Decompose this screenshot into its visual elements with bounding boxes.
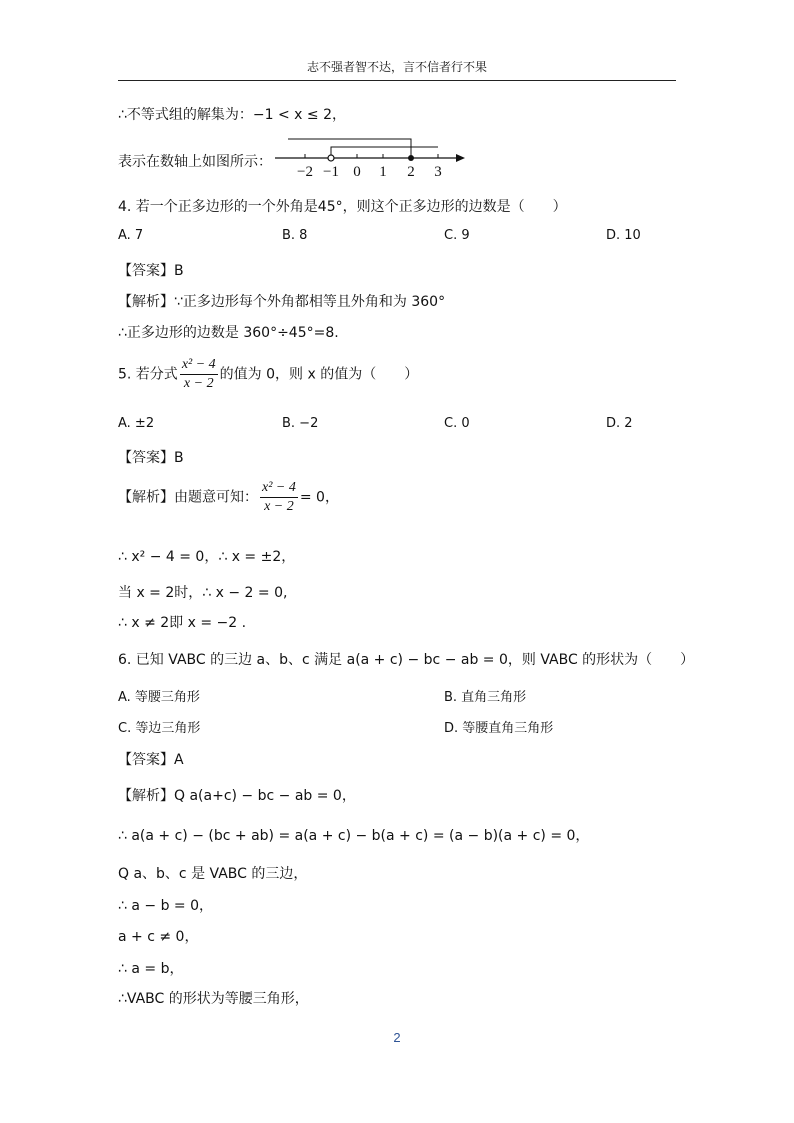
question-5 (118, 357, 418, 392)
question-4: 4. 若一个正多边形的一个外角是45°，则这个正多边形的边数是（ ） (118, 199, 567, 215)
interval-bracket-upper (288, 139, 411, 158)
q5-analysis-fraction (260, 480, 298, 515)
tick-marks (305, 154, 438, 158)
q6-option-d: D. 等腰直角三角形 (444, 721, 554, 736)
number-line-diagram (270, 132, 470, 180)
q5-answer: 【答案】B (118, 450, 184, 466)
q4-option-a: A. 7 (118, 228, 144, 243)
q5-analysis-fraction-denominator: x − 2 (264, 499, 294, 514)
closed-point-two (408, 155, 414, 161)
tick-label: 1 (379, 164, 387, 180)
solution-set-line: ∴不等式组的解集为：−1 < x ≤ 2， (118, 107, 346, 123)
header-divider (118, 80, 676, 81)
q4-option-c: C. 9 (444, 228, 470, 243)
tick-label: −1 (323, 164, 339, 180)
header-motto: 志不强者智不达，言不信者行不果 (306, 60, 487, 74)
tick-label: 3 (434, 164, 442, 180)
tick-label: 2 (407, 164, 415, 180)
q6-analysis-6: ∴ a = b， (118, 961, 184, 977)
q6-analysis-2: ∴ a(a + c) − (bc + ab) = a(a + c) − b(a + c) = (a − b)(a + c) = 0， (118, 828, 590, 844)
q4-analysis-2: ∴正多边形的边数是 360°÷45°=8. (118, 325, 339, 341)
q5-analysis-prefix: 【解析】由题意可知： (118, 489, 258, 506)
q5-fraction (180, 357, 218, 392)
q6-analysis-7: ∴VABC 的形状为等腰三角形， (118, 991, 309, 1007)
q6-analysis-5: a + c ≠ 0， (118, 929, 199, 945)
q5-analysis (118, 480, 339, 515)
q6-analysis-3: Q a、b、c 是 VABC 的三边， (118, 866, 308, 882)
q5-step-3: ∴ x ≠ 2即 x = −2 . (118, 615, 247, 631)
q5-option-c: C. 0 (444, 416, 470, 431)
q5-option-b: B. −2 (282, 416, 319, 431)
q6-analysis-1: 【解析】Q a(a+c) − bc − ab = 0， (118, 788, 356, 804)
q5-fraction-numerator: x² − 4 (180, 357, 218, 375)
q6-option-b: B. 直角三角形 (444, 690, 527, 705)
tick-label: −2 (297, 164, 313, 180)
q6-option-a: A. 等腰三角形 (118, 690, 200, 705)
interval-bracket-lower (331, 147, 438, 158)
q5-prefix: 5. 若分式 (118, 366, 178, 383)
q4-answer: 【答案】B (118, 263, 184, 279)
axis-arrow-icon (456, 154, 465, 162)
open-point-minus-one (328, 155, 334, 161)
q5-option-a: A. ±2 (118, 416, 155, 431)
q6-answer: 【答案】A (118, 752, 184, 768)
q5-analysis-suffix: = 0， (299, 489, 339, 506)
q5-option-d: D. 2 (606, 416, 633, 431)
number-line-caption: 表示在数轴上如图所示： (118, 154, 272, 170)
q4-option-d: D. 10 (606, 228, 641, 243)
q5-suffix: 的值为 0，则 x 的值为（ ） (219, 366, 419, 383)
q6-option-c: C. 等边三角形 (118, 721, 201, 736)
q6-analysis-4: ∴ a − b = 0， (118, 898, 213, 914)
tick-label: 0 (353, 164, 361, 180)
q5-step-2: 当 x = 2时，∴ x − 2 = 0, (118, 585, 288, 601)
question-6: 6. 已知 VABC 的三边 a、b、c 满足 a(a + c) − bc − ab = 0，则 VABC 的形状为（ ） (118, 652, 695, 668)
q5-analysis-fraction-numerator: x² − 4 (260, 480, 298, 498)
q5-fraction-denominator: x − 2 (183, 376, 214, 391)
page-number: 2 (393, 1030, 401, 1045)
q4-analysis-1: 【解析】∵正多边形每个外角都相等且外角和为 360° (118, 294, 446, 310)
q5-step-1: ∴ x² − 4 = 0，∴ x = ±2， (118, 549, 296, 565)
q4-option-b: B. 8 (282, 228, 308, 243)
